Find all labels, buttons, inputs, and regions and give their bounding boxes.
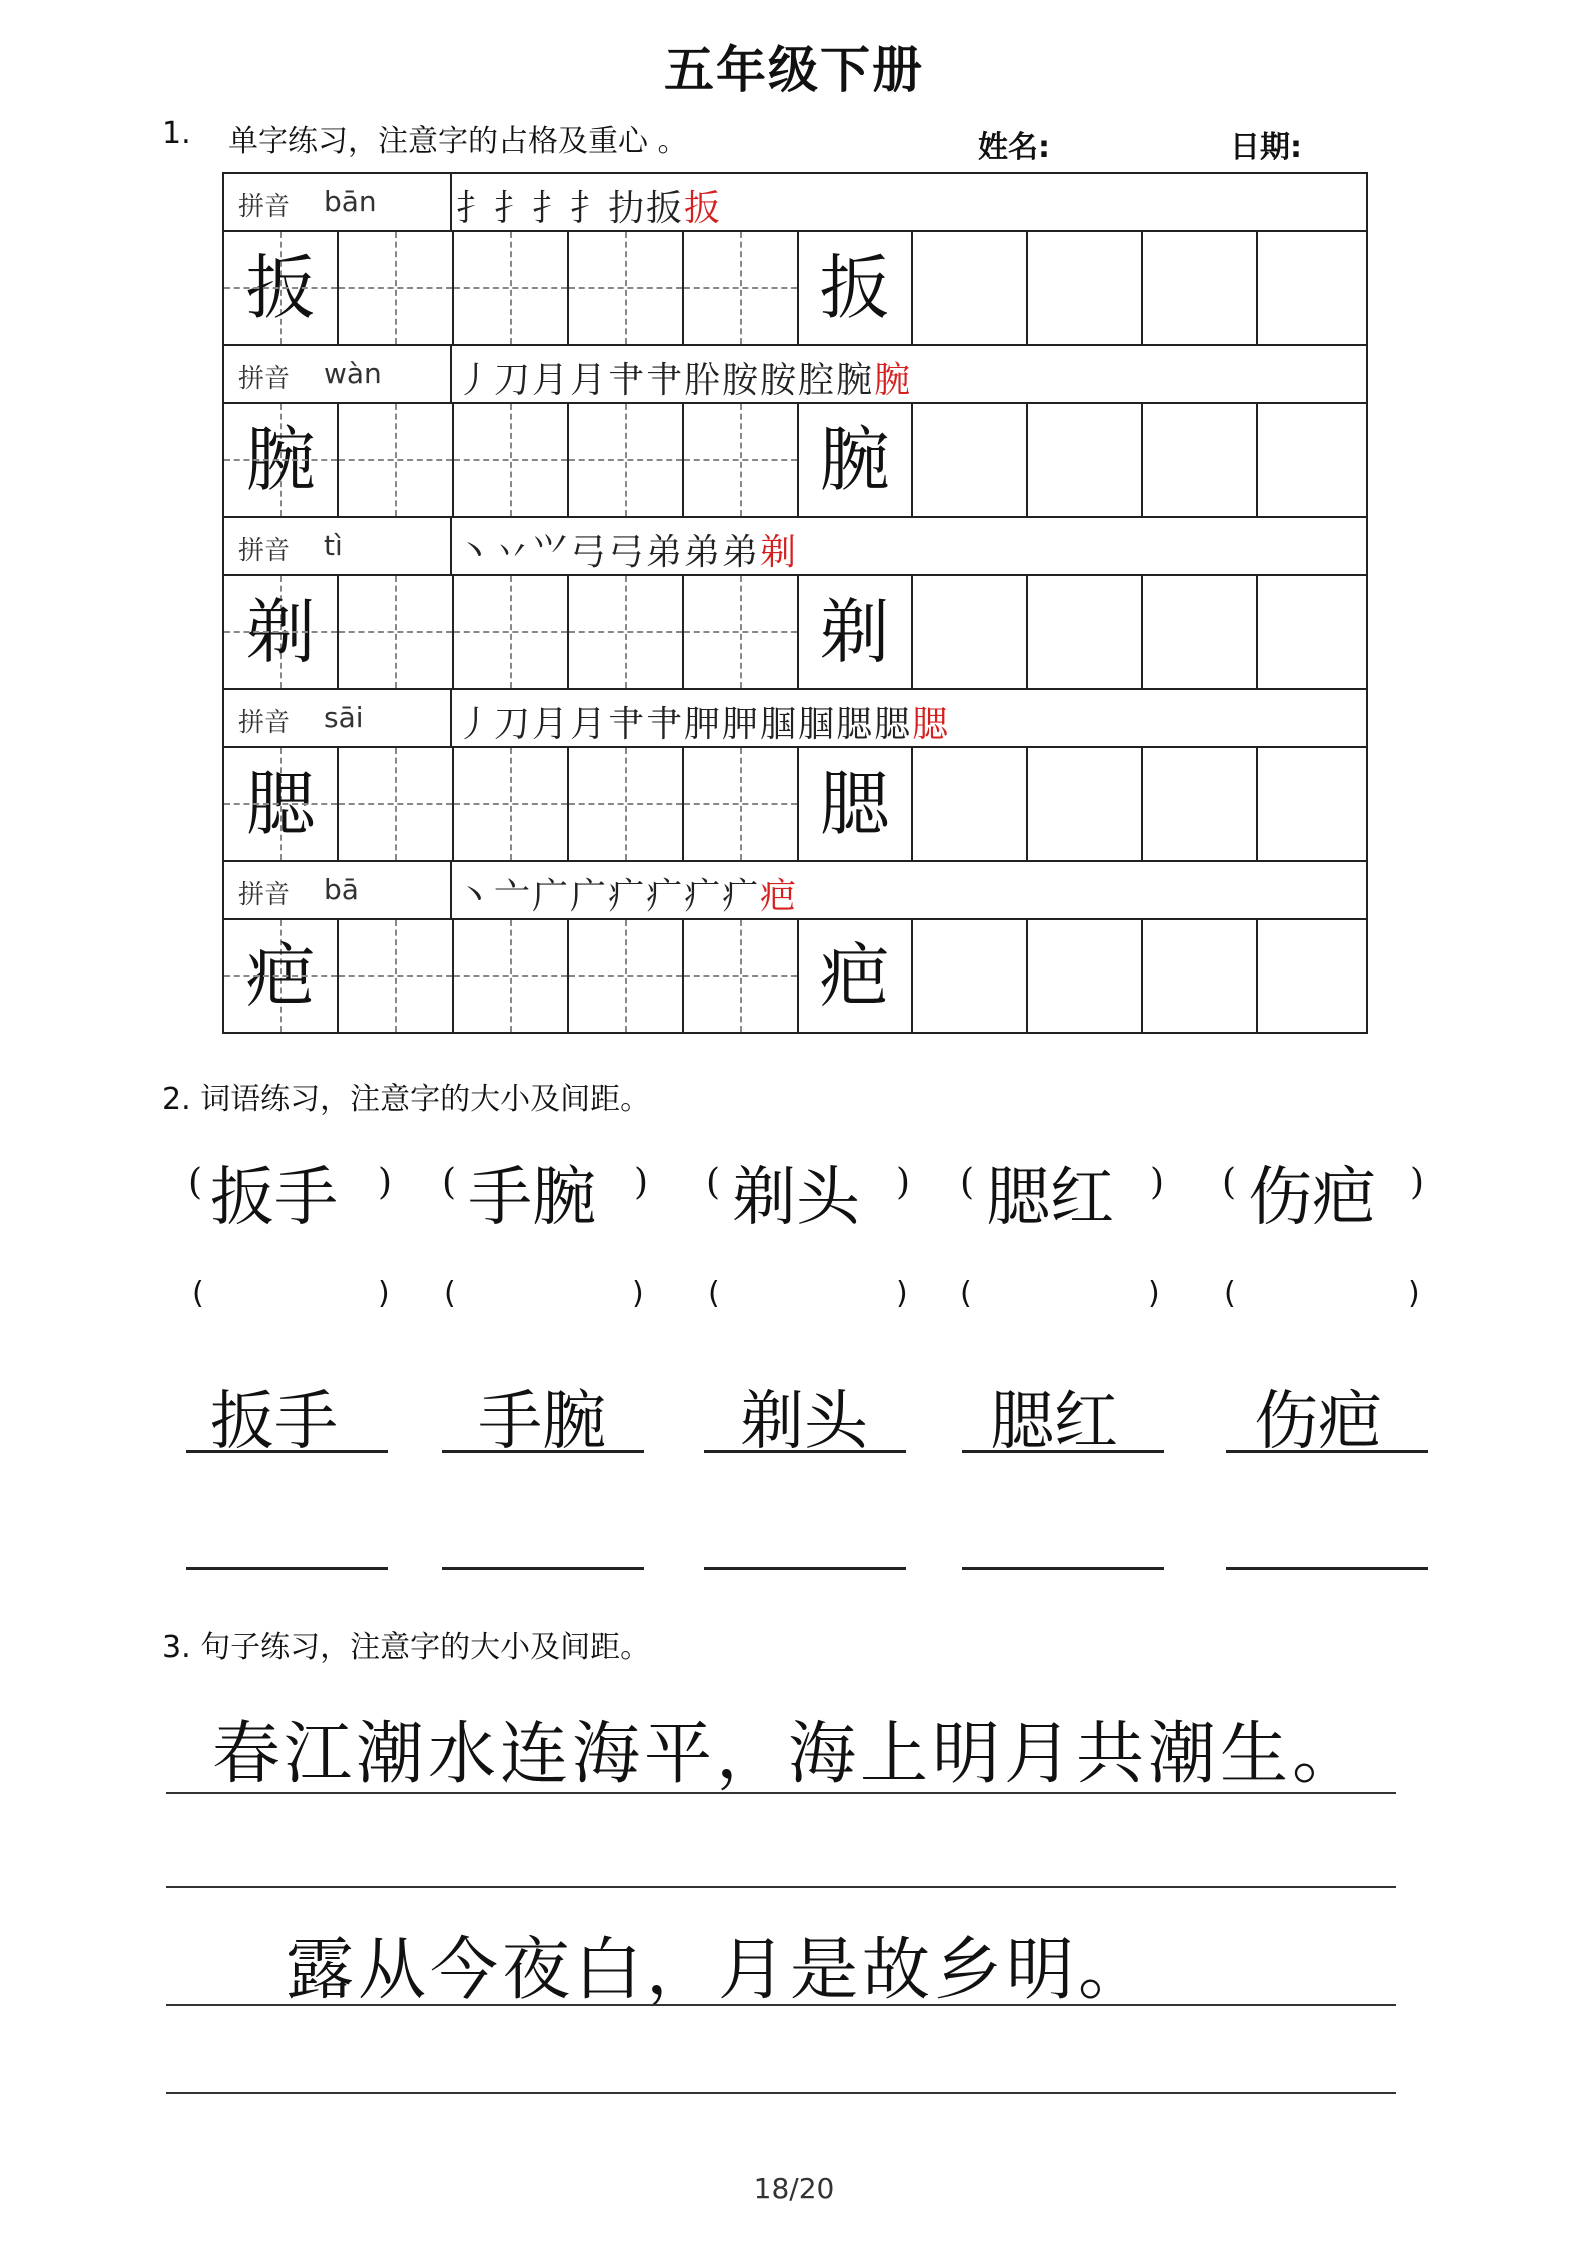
pinyin-text: wàn — [324, 357, 382, 390]
pinyin-cell — [224, 518, 452, 574]
tracing-cell[interactable] — [454, 920, 569, 1032]
writing-cell[interactable] — [913, 920, 1028, 1032]
stroke-step: 刀 — [494, 360, 531, 401]
pinyin-label: 拼音 — [238, 192, 291, 222]
copy-word: 伤疤 — [1254, 1385, 1382, 1459]
copy-word: 手腕 — [478, 1385, 606, 1459]
model-character: 腮 — [245, 763, 316, 845]
pinyin-text: bā — [324, 873, 359, 906]
stroke-step: 肀 — [646, 360, 683, 401]
stroke-step: 弓 — [570, 532, 607, 573]
stroke-step: 广 — [532, 876, 569, 917]
tracing-cell[interactable] — [569, 748, 684, 860]
copy-word: 扳手 — [210, 1385, 338, 1459]
pinyin-row — [224, 518, 1366, 576]
writing-cell[interactable] — [1252, 404, 1366, 516]
model-character: 扳 — [245, 247, 316, 329]
section1-number: 1. — [162, 116, 191, 151]
writing-cell[interactable] — [913, 232, 1028, 344]
stroke-step: 胛 — [684, 704, 721, 745]
stroke-step: 疤 — [760, 876, 797, 917]
stroke-step: 肀 — [608, 360, 645, 401]
copy-word: 剃头 — [740, 1385, 868, 1459]
pinyin-cell — [224, 862, 452, 918]
stroke-step: 丿 — [456, 704, 493, 745]
page-title: 五年级下册 — [664, 41, 924, 99]
close-paren: ) — [896, 1162, 911, 1203]
sample-character: 疤 — [819, 935, 890, 1017]
open-paren: ( — [442, 1162, 457, 1203]
model-character-cell — [224, 232, 339, 344]
word: 伤疤 — [1248, 1161, 1376, 1235]
stroke-step: 扌 — [532, 188, 569, 229]
stroke-step: 胺 — [722, 360, 759, 401]
stroke-step: 腮 — [836, 704, 873, 745]
word-writing-line[interactable] — [442, 1567, 644, 1570]
word-writing-line[interactable] — [962, 1567, 1164, 1570]
stroke-step: 胺 — [760, 360, 797, 401]
writing-cell[interactable] — [1028, 232, 1143, 344]
model-character-cell — [224, 404, 339, 516]
pinyin-text: tì — [324, 529, 343, 562]
pinyin-label: 拼音 — [238, 708, 291, 738]
writing-cell[interactable] — [1252, 576, 1366, 688]
stroke-step: 弟 — [646, 532, 683, 573]
stroke-step: ⺍ — [532, 532, 569, 573]
pinyin-blank-close: ) — [378, 1276, 390, 1311]
stroke-step: 弟 — [684, 532, 721, 573]
word: 扳手 — [210, 1161, 338, 1235]
character-row — [224, 920, 1366, 1032]
pinyin-cell — [224, 690, 452, 746]
sentence-writing-line[interactable] — [166, 2092, 1396, 2094]
writing-cell[interactable] — [1143, 748, 1258, 860]
section1-instruction: 单字练习，注意字的占格及重心 。 — [228, 124, 688, 159]
character-row — [224, 232, 1366, 346]
word-writing-line[interactable] — [704, 1450, 906, 1453]
stroke-step: 弟 — [722, 532, 759, 573]
stroke-step: 腔 — [798, 360, 835, 401]
stroke-step: 扌 — [456, 188, 493, 229]
sentence-writing-line[interactable] — [166, 1886, 1396, 1888]
word-writing-line[interactable] — [186, 1567, 388, 1570]
pinyin-blank-close: ) — [1408, 1276, 1420, 1311]
sample-character-cell — [798, 576, 913, 688]
pinyin-blank-open: ( — [708, 1276, 720, 1311]
stroke-step: 扌 — [570, 188, 607, 229]
sample-character: 腮 — [819, 763, 890, 845]
copy-word: 腮红 — [990, 1385, 1118, 1459]
character-row — [224, 576, 1366, 690]
pinyin-blank-open: ( — [444, 1276, 456, 1311]
date-label: 日期: — [1230, 130, 1302, 165]
stroke-step: 广 — [570, 876, 607, 917]
open-paren: ( — [706, 1162, 721, 1203]
tracing-cell[interactable] — [569, 404, 684, 516]
writing-cell[interactable] — [1252, 232, 1366, 344]
stroke-step: 刀 — [494, 704, 531, 745]
pinyin-blank-close: ) — [1148, 1276, 1160, 1311]
pinyin-label: 拼音 — [238, 880, 291, 910]
writing-cell[interactable] — [1028, 920, 1143, 1032]
tracing-cell[interactable] — [339, 748, 454, 860]
sample-character-cell — [798, 232, 913, 344]
pinyin-blank-open: ( — [1224, 1276, 1236, 1311]
tracing-cell[interactable] — [339, 576, 454, 688]
stroke-step: 月 — [570, 360, 607, 401]
pinyin-cell — [224, 174, 452, 230]
word-writing-line[interactable] — [1226, 1567, 1428, 1570]
stroke-step: 月 — [532, 704, 569, 745]
stroke-step: 疒 — [608, 876, 645, 917]
tracing-cell[interactable] — [569, 920, 684, 1032]
word-writing-line[interactable] — [962, 1450, 1164, 1453]
word-writing-line[interactable] — [704, 1567, 906, 1570]
stroke-step: 扐 — [608, 188, 645, 229]
pinyin-blank-close: ) — [896, 1276, 908, 1311]
word: 腮红 — [986, 1161, 1114, 1235]
tracing-cell[interactable] — [339, 920, 454, 1032]
stroke-order — [456, 346, 1336, 402]
tracing-cell[interactable] — [454, 232, 569, 344]
stroke-step: 弓 — [608, 532, 645, 573]
tracing-cell[interactable] — [339, 232, 454, 344]
model-character: 疤 — [245, 935, 316, 1017]
open-paren: ( — [1222, 1162, 1237, 1203]
pinyin-blank-open: ( — [192, 1276, 204, 1311]
writing-cell[interactable] — [1143, 576, 1258, 688]
model-character-cell — [224, 576, 339, 688]
writing-cell[interactable] — [1028, 748, 1143, 860]
open-paren: ( — [960, 1162, 975, 1203]
tracing-cell[interactable] — [684, 404, 799, 516]
close-paren: ) — [634, 1162, 649, 1203]
stroke-step: 疒 — [684, 876, 721, 917]
stroke-step: 扳 — [646, 188, 683, 229]
sentence: 春江潮水连海平，海上明月共潮生。 — [212, 1715, 1365, 1794]
writing-cell[interactable] — [913, 576, 1028, 688]
tracing-cell[interactable] — [684, 748, 799, 860]
stroke-step: 疒 — [646, 876, 683, 917]
stroke-step: 腮 — [874, 704, 911, 745]
stroke-step: 肀 — [646, 704, 683, 745]
model-character-cell — [224, 920, 339, 1032]
stroke-step: 丿 — [456, 360, 493, 401]
tracing-cell[interactable] — [684, 576, 799, 688]
writing-cell[interactable] — [1143, 404, 1258, 516]
stroke-order — [456, 174, 1336, 230]
stroke-step: 月 — [532, 360, 569, 401]
stroke-step: 丶 — [456, 876, 493, 917]
word-writing-line[interactable] — [186, 1450, 388, 1453]
sample-character: 腕 — [819, 419, 890, 501]
pinyin-text: bān — [324, 185, 377, 218]
tracing-cell[interactable] — [454, 748, 569, 860]
character-row — [224, 748, 1366, 862]
sample-character-cell — [798, 404, 913, 516]
word-writing-line[interactable] — [442, 1450, 644, 1453]
character-row — [224, 404, 1366, 518]
tracing-cell[interactable] — [454, 576, 569, 688]
model-character: 剃 — [245, 591, 316, 673]
pinyin-blank-open: ( — [960, 1276, 972, 1311]
stroke-step: 腕 — [874, 360, 911, 401]
pinyin-row — [224, 690, 1366, 748]
open-paren: ( — [188, 1162, 203, 1203]
stroke-step: 剃 — [760, 532, 797, 573]
stroke-step: 丷 — [494, 532, 531, 573]
sample-character: 扳 — [819, 247, 890, 329]
stroke-order — [456, 690, 1336, 746]
stroke-step: 腘 — [798, 704, 835, 745]
tracing-cell[interactable] — [684, 232, 799, 344]
stroke-step: 丶 — [456, 532, 493, 573]
stroke-step: 肀 — [608, 704, 645, 745]
sentence: 露从今夜白，月是故乡明。 — [286, 1931, 1151, 2010]
pinyin-row — [224, 862, 1366, 920]
sample-character-cell — [798, 748, 913, 860]
tracing-cell[interactable] — [454, 404, 569, 516]
tracing-cell[interactable] — [569, 232, 684, 344]
pinyin-cell — [224, 346, 452, 402]
tracing-cell[interactable] — [569, 576, 684, 688]
word: 手腕 — [468, 1161, 596, 1235]
word-writing-line[interactable] — [1226, 1450, 1428, 1453]
model-character-cell — [224, 748, 339, 860]
tracing-cell[interactable] — [339, 404, 454, 516]
stroke-step: 扳 — [684, 188, 721, 229]
writing-cell[interactable] — [1028, 576, 1143, 688]
writing-cell[interactable] — [1143, 232, 1258, 344]
stroke-step: 肸 — [684, 360, 721, 401]
stroke-step: 腘 — [760, 704, 797, 745]
tracing-cell[interactable] — [684, 920, 799, 1032]
character-practice-grid — [222, 172, 1368, 1034]
model-character: 腕 — [245, 419, 316, 501]
writing-cell[interactable] — [1143, 920, 1258, 1032]
pinyin-label: 拼音 — [238, 364, 291, 394]
writing-cell[interactable] — [913, 404, 1028, 516]
sentence-writing-line[interactable] — [166, 1792, 1396, 1794]
stroke-order — [456, 518, 1336, 574]
sample-character-cell — [798, 920, 913, 1032]
stroke-step: 扌 — [494, 188, 531, 229]
pinyin-row — [224, 346, 1366, 404]
pinyin-text: sāi — [324, 701, 364, 734]
sample-character: 剃 — [819, 591, 890, 673]
word: 剃头 — [732, 1161, 860, 1235]
pinyin-label: 拼音 — [238, 536, 291, 566]
close-paren: ) — [378, 1162, 393, 1203]
section1-heading — [162, 116, 1412, 166]
stroke-step: 月 — [570, 704, 607, 745]
section2-heading: 2. 词语练习，注意字的大小及间距。 — [162, 1082, 651, 1117]
writing-cell[interactable] — [1252, 920, 1366, 1032]
pinyin-row — [224, 174, 1366, 232]
close-paren: ) — [1150, 1162, 1165, 1203]
writing-cell[interactable] — [1252, 748, 1366, 860]
stroke-step: 胛 — [722, 704, 759, 745]
stroke-step: 疒 — [722, 876, 759, 917]
name-label: 姓名: — [978, 130, 1050, 165]
stroke-step: 腮 — [912, 704, 949, 745]
stroke-step: 腕 — [836, 360, 873, 401]
page-number: 18/20 — [753, 2172, 835, 2205]
pinyin-blank-close: ) — [632, 1276, 644, 1311]
stroke-step: 亠 — [494, 876, 531, 917]
close-paren: ) — [1410, 1162, 1425, 1203]
sentence-writing-line[interactable] — [166, 2004, 1396, 2006]
section3-heading: 3. 句子练习，注意字的大小及间距。 — [162, 1630, 651, 1665]
writing-cell[interactable] — [913, 748, 1028, 860]
stroke-order — [456, 862, 1336, 918]
writing-cell[interactable] — [1028, 404, 1143, 516]
